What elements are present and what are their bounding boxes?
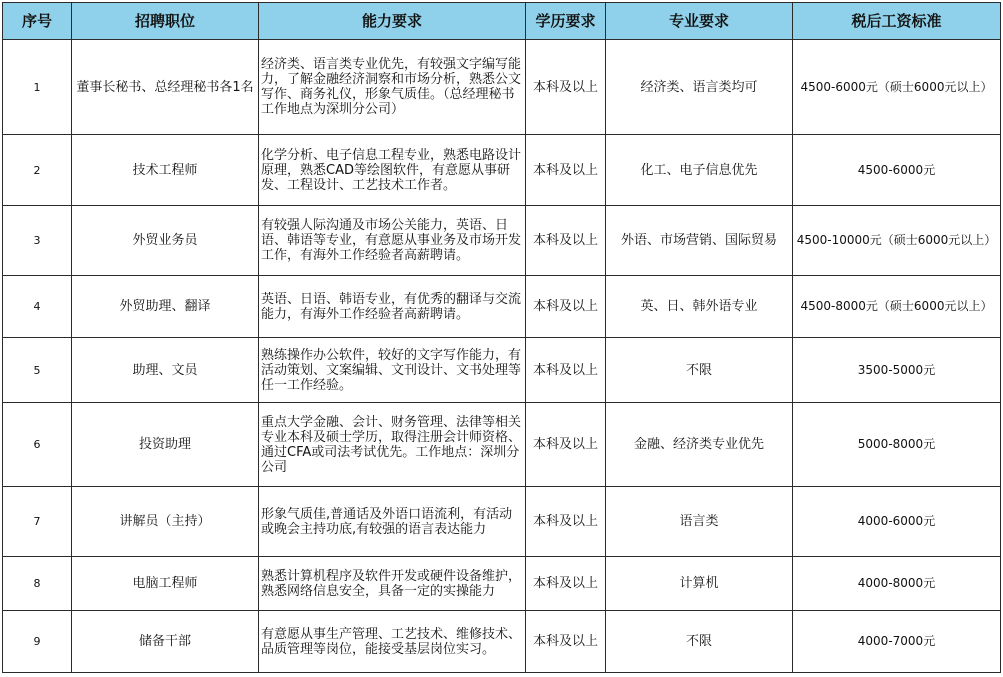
- row-major: 计算机: [606, 557, 793, 611]
- row-ability: 形象气质佳,普通话及外语口语流利，有活动或晚会主持功底,有较强的语言表达能力: [259, 487, 526, 557]
- row-position: 外贸助理、翻译: [72, 276, 259, 338]
- row-education: 本科及以上: [526, 403, 606, 487]
- row-major: 不限: [606, 611, 793, 673]
- row-no: 3: [3, 206, 72, 276]
- row-position: 助理、文员: [72, 338, 259, 403]
- header-row: [3, 3, 1001, 40]
- row-major: 英、日、韩外语专业: [606, 276, 793, 338]
- row-major: 不限: [606, 338, 793, 403]
- table-row: [3, 338, 1001, 403]
- row-education: 本科及以上: [526, 276, 606, 338]
- row-salary: 4500-6000元: [793, 135, 1001, 206]
- row-no: 5: [3, 338, 72, 403]
- row-ability: 化学分析、电子信息工程专业，熟悉电路设计原理，熟悉CAD等绘图软件，有意愿从事研发、工程设计、工艺技术工作者。: [259, 135, 526, 206]
- header-no: 序号: [3, 3, 72, 40]
- table-row: [3, 487, 1001, 557]
- table-row: [3, 403, 1001, 487]
- table-row: [3, 557, 1001, 611]
- header-education: 学历要求: [526, 3, 606, 40]
- recruitment-table: [2, 2, 1001, 673]
- row-position: 投资助理: [72, 403, 259, 487]
- row-no: 7: [3, 487, 72, 557]
- row-education: 本科及以上: [526, 135, 606, 206]
- row-position: 技术工程师: [72, 135, 259, 206]
- header-ability: 能力要求: [259, 3, 526, 40]
- row-salary: 5000-8000元: [793, 403, 1001, 487]
- row-major: 外语、市场营销、国际贸易: [606, 206, 793, 276]
- table-row: [3, 206, 1001, 276]
- row-no: 6: [3, 403, 72, 487]
- row-major: 经济类、语言类均可: [606, 40, 793, 135]
- row-no: 9: [3, 611, 72, 673]
- row-ability: 有意愿从事生产管理、工艺技术、维修技术、品质管理等岗位，能接受基层岗位实习。: [259, 611, 526, 673]
- row-no: 1: [3, 40, 72, 135]
- row-ability: 有较强人际沟通及市场公关能力，英语、日语、韩语等专业，有意愿从事业务及市场开发工作，有海外工作经验者高薪聘请。: [259, 206, 526, 276]
- header-major: 专业要求: [606, 3, 793, 40]
- row-education: 本科及以上: [526, 611, 606, 673]
- row-salary: 4500-8000元（硕士6000元以上）: [793, 276, 1001, 338]
- table-row: [3, 611, 1001, 673]
- row-salary: 4000-6000元: [793, 487, 1001, 557]
- row-salary: 4000-8000元: [793, 557, 1001, 611]
- header-position: 招聘职位: [72, 3, 259, 40]
- row-no: 8: [3, 557, 72, 611]
- table-row: [3, 135, 1001, 206]
- table-row: [3, 276, 1001, 338]
- row-ability: 熟练操作办公软件，较好的文字写作能力，有活动策划、文案编辑、文刊设计、文书处理等任一工作经验。: [259, 338, 526, 403]
- row-ability: 熟悉计算机程序及软件开发或硬件设备维护，熟悉网络信息安全，具备一定的实操能力: [259, 557, 526, 611]
- row-major: 金融、经济类专业优先: [606, 403, 793, 487]
- row-education: 本科及以上: [526, 338, 606, 403]
- table-row: [3, 40, 1001, 135]
- row-education: 本科及以上: [526, 40, 606, 135]
- row-salary: 4500-6000元（硕士6000元以上）: [793, 40, 1001, 135]
- row-position: 外贸业务员: [72, 206, 259, 276]
- row-ability: 经济类、语言类专业优先，有较强文字编写能力，了解金融经济洞察和市场分析，熟悉公文写作、商务礼仪，形象气质佳。（总经理秘书工作地点为深圳分公司）: [259, 40, 526, 135]
- row-salary: 4500-10000元（硕士6000元以上）: [793, 206, 1001, 276]
- row-position: 储备干部: [72, 611, 259, 673]
- row-position: 董事长秘书、总经理秘书各1名: [72, 40, 259, 135]
- row-education: 本科及以上: [526, 206, 606, 276]
- row-education: 本科及以上: [526, 487, 606, 557]
- row-no: 4: [3, 276, 72, 338]
- row-salary: 4000-7000元: [793, 611, 1001, 673]
- row-ability: 重点大学金融、会计、财务管理、法律等相关专业本科及硕士学历，取得注册会计师资格、通过CFA或司法考试优先。工作地点：深圳分公司: [259, 403, 526, 487]
- row-education: 本科及以上: [526, 557, 606, 611]
- row-ability: 英语、日语、韩语专业，有优秀的翻译与交流能力，有海外工作经验者高薪聘请。: [259, 276, 526, 338]
- row-salary: 3500-5000元: [793, 338, 1001, 403]
- row-no: 2: [3, 135, 72, 206]
- row-position: 电脑工程师: [72, 557, 259, 611]
- row-major: 语言类: [606, 487, 793, 557]
- header-salary: 税后工资标准: [793, 3, 1001, 40]
- row-major: 化工、电子信息优先: [606, 135, 793, 206]
- row-position: 讲解员（主持）: [72, 487, 259, 557]
